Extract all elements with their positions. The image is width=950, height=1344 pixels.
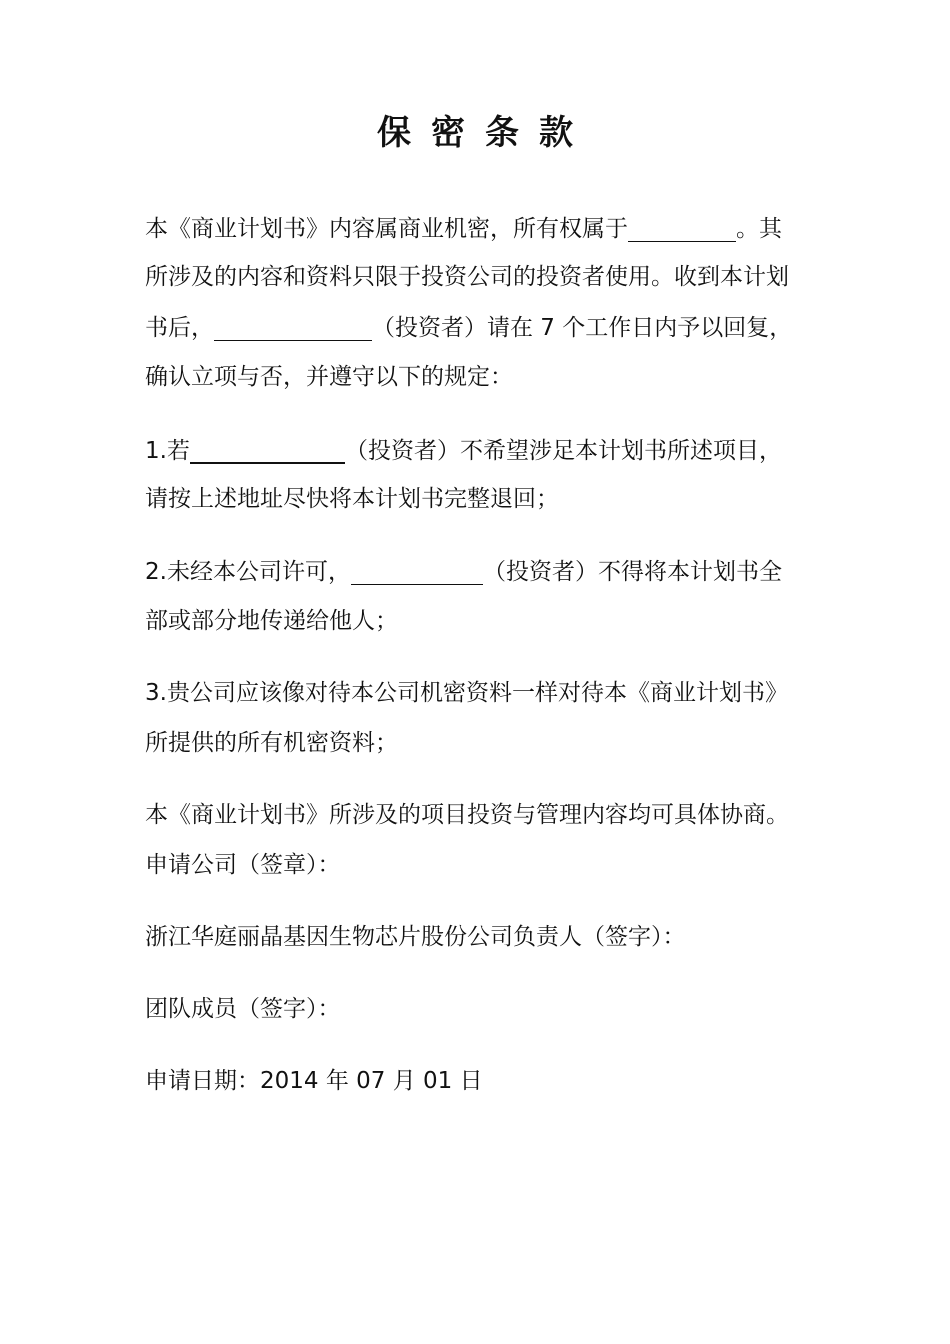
intro-line-3 [145, 310, 792, 345]
clause-1-line-2 [145, 482, 559, 516]
intro-text: 确认立项与否，并遵守以下的规定： [145, 364, 513, 390]
clause-2-line-2 [145, 604, 398, 638]
owner-blank[interactable] [628, 211, 736, 242]
closing-text: 本《商业计划书》所涉及的项目投资与管理内容均可具体协商。 [145, 802, 789, 828]
clause-text: 2.未经本公司许可， [145, 559, 351, 585]
intro-text: 书后， [145, 315, 214, 341]
clause-text: 请按上述地址尽快将本计划书完整退回； [145, 486, 559, 512]
intro-text: 本《商业计划书》内容属商业机密，所有权属于 [145, 216, 628, 242]
signature-company [145, 848, 341, 882]
clause-text: （投资者）不得将本计划书全 [482, 559, 782, 585]
clause-3-line-2 [145, 726, 398, 760]
closing-line [145, 798, 789, 832]
clause-text: 3.贵公司应该像对待本公司机密资料一样对待本《商业计划书》 [145, 680, 788, 706]
page-title: 保密条款 [377, 113, 593, 153]
clause-3-line-1 [145, 676, 788, 710]
investor-blank[interactable] [214, 310, 372, 341]
clause-text: 所提供的所有机密资料； [145, 730, 398, 756]
clause-text: 部或部分地传递给他人； [145, 608, 398, 634]
intro-line-2 [145, 260, 789, 294]
intro-text: 。其 [736, 216, 782, 242]
clause-1-line-1 [145, 432, 782, 468]
signature-company-label: 申请公司（签章）： [145, 852, 341, 878]
intro-text: （投资者）请在 7 个工作日内予以回复， [372, 315, 793, 341]
signature-leader-label: 浙江华庭丽晶基因生物芯片股份公司负责人（签字）： [145, 924, 686, 950]
intro-line-1 [145, 211, 782, 246]
intro-text: 所涉及的内容和资料只限于投资公司的投资者使用。收到本计划 [145, 264, 789, 290]
clause-text: （投资者）不希望涉足本计划书所述项目， [344, 438, 782, 464]
application-date-label: 申请日期：2014 年 07 月 01 日 [145, 1068, 483, 1094]
clause-2-line-1 [145, 554, 782, 589]
application-date [145, 1064, 483, 1098]
clause-text: 1.若 [145, 438, 190, 464]
signature-team [145, 992, 341, 1026]
investor-blank[interactable] [351, 554, 483, 585]
investor-blank[interactable] [190, 432, 345, 464]
signature-leader [145, 920, 686, 954]
signature-team-label: 团队成员（签字）： [145, 996, 341, 1022]
intro-line-4 [145, 360, 513, 394]
